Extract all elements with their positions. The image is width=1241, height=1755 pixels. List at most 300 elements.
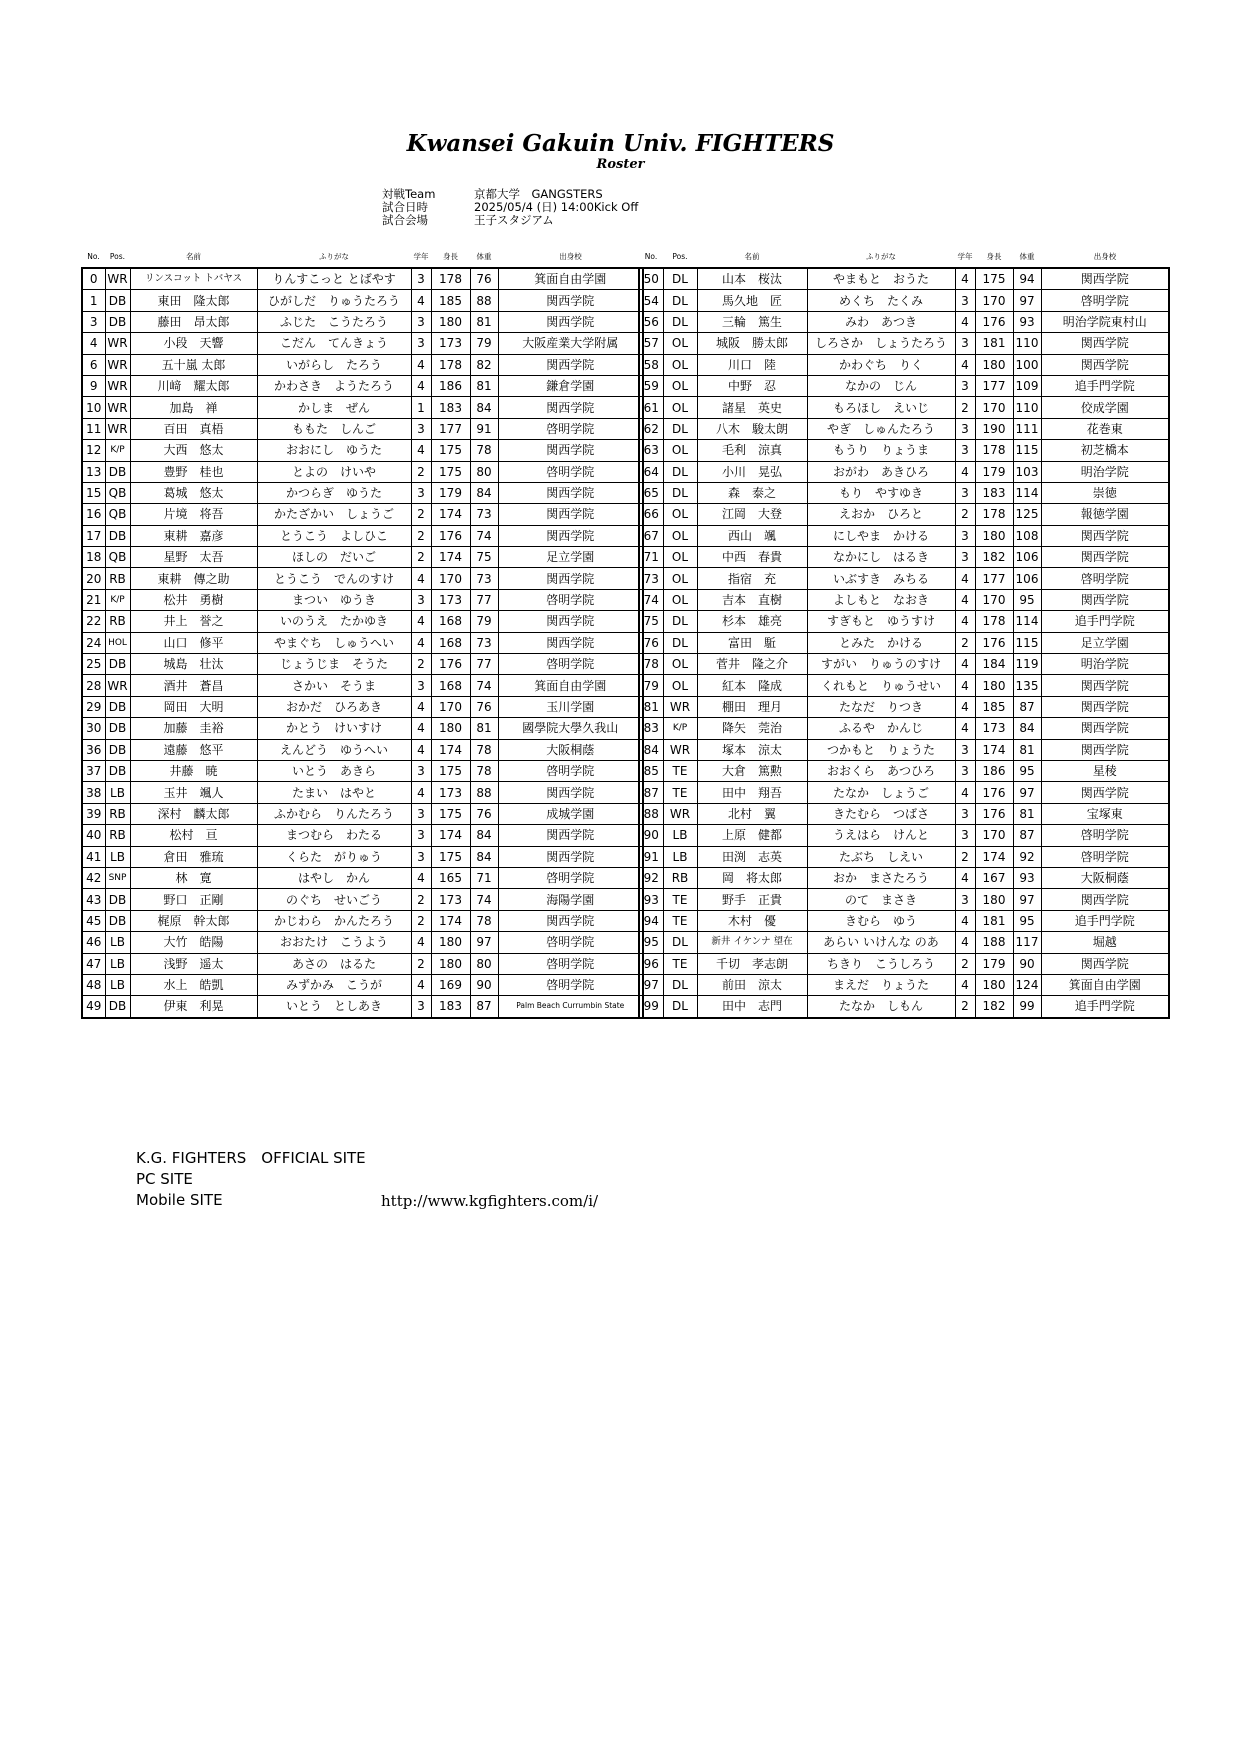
player-number: 71 bbox=[639, 547, 663, 568]
table-row bbox=[639, 996, 1169, 1018]
player-weight: 90 bbox=[1013, 953, 1041, 974]
player-school: 啓明学院 bbox=[498, 867, 643, 888]
table-row bbox=[82, 290, 643, 311]
player-position: RB bbox=[663, 867, 697, 888]
player-name: 酒井 蒼昌 bbox=[130, 675, 257, 696]
player-height: 180 bbox=[975, 675, 1013, 696]
player-furigana: いとう としあき bbox=[257, 996, 411, 1018]
table-row bbox=[82, 889, 643, 910]
player-weight: 95 bbox=[1013, 589, 1041, 610]
player-name: 千切 孝志朗 bbox=[697, 953, 807, 974]
player-furigana: ふるや かんじ bbox=[807, 718, 955, 739]
player-school: 関西学院 bbox=[498, 910, 643, 931]
player-year: 2 bbox=[411, 654, 431, 675]
player-furigana: やぎ しゅんたろう bbox=[807, 418, 955, 439]
info-value: 王子スタジアム bbox=[474, 213, 554, 227]
player-number: 99 bbox=[639, 996, 663, 1018]
player-year: 2 bbox=[411, 547, 431, 568]
table-row bbox=[639, 953, 1169, 974]
player-position: DL bbox=[663, 418, 697, 439]
player-furigana: たまい はやと bbox=[257, 782, 411, 803]
player-position: LB bbox=[105, 932, 130, 953]
player-position: DB bbox=[105, 461, 130, 482]
player-year: 4 bbox=[411, 782, 431, 803]
player-height: 180 bbox=[431, 718, 470, 739]
player-year: 4 bbox=[955, 718, 975, 739]
table-row bbox=[82, 953, 643, 974]
player-height: 182 bbox=[975, 996, 1013, 1018]
header-height: 身長 bbox=[986, 252, 1002, 261]
player-height: 175 bbox=[431, 760, 470, 781]
player-school: 宝塚東 bbox=[1041, 803, 1169, 824]
player-position: RB bbox=[105, 803, 130, 824]
player-number: 58 bbox=[639, 354, 663, 375]
player-weight: 124 bbox=[1013, 974, 1041, 995]
player-name: 川口 陸 bbox=[697, 354, 807, 375]
player-weight: 76 bbox=[470, 696, 498, 717]
player-school: 箕面自由学園 bbox=[498, 268, 643, 290]
header-year: 学年 bbox=[413, 252, 429, 261]
player-name: 玉井 颯人 bbox=[130, 782, 257, 803]
player-school: 関西学院 bbox=[498, 782, 643, 803]
player-number: 57 bbox=[639, 333, 663, 354]
table-row bbox=[82, 739, 643, 760]
header-weight: 体重 bbox=[1019, 252, 1035, 261]
player-height: 168 bbox=[431, 611, 470, 632]
player-height: 179 bbox=[975, 953, 1013, 974]
player-school: 追手門学院 bbox=[1041, 375, 1169, 396]
player-year: 2 bbox=[955, 504, 975, 525]
player-height: 174 bbox=[431, 504, 470, 525]
table-row bbox=[639, 611, 1169, 632]
player-furigana: なかの じん bbox=[807, 375, 955, 396]
player-height: 183 bbox=[431, 996, 470, 1018]
player-furigana: すぎもと ゆうすけ bbox=[807, 611, 955, 632]
player-weight: 115 bbox=[1013, 632, 1041, 653]
table-row bbox=[82, 397, 643, 418]
player-name: 五十嵐 太郎 bbox=[130, 354, 257, 375]
player-furigana: こだん てんきょう bbox=[257, 333, 411, 354]
player-position: QB bbox=[105, 547, 130, 568]
player-year: 3 bbox=[411, 589, 431, 610]
player-position: HOL bbox=[105, 632, 130, 653]
player-number: 95 bbox=[639, 932, 663, 953]
player-school: 足立学園 bbox=[498, 547, 643, 568]
player-name: 野口 正剛 bbox=[130, 889, 257, 910]
player-name: 降矢 莞治 bbox=[697, 718, 807, 739]
player-height: 176 bbox=[975, 632, 1013, 653]
player-furigana: とうこう でんのすけ bbox=[257, 568, 411, 589]
player-school: 大阪桐蔭 bbox=[1041, 867, 1169, 888]
player-year: 3 bbox=[955, 525, 975, 546]
player-furigana: もり やすゆき bbox=[807, 482, 955, 503]
player-furigana: りんすこっと とばやす bbox=[257, 268, 411, 290]
player-position: OL bbox=[663, 333, 697, 354]
table-row bbox=[82, 718, 643, 739]
player-weight: 87 bbox=[1013, 825, 1041, 846]
player-weight: 82 bbox=[470, 354, 498, 375]
player-name: 百田 真梧 bbox=[130, 418, 257, 439]
player-year: 3 bbox=[411, 418, 431, 439]
player-number: 18 bbox=[82, 547, 105, 568]
table-row bbox=[82, 440, 643, 461]
player-school: 啓明学院 bbox=[498, 418, 643, 439]
player-weight: 97 bbox=[1013, 290, 1041, 311]
player-name: 大竹 皓陽 bbox=[130, 932, 257, 953]
player-name: 馬久地 匠 bbox=[697, 290, 807, 311]
player-number: 9 bbox=[82, 375, 105, 396]
table-row bbox=[82, 547, 643, 568]
player-position: TE bbox=[663, 782, 697, 803]
player-furigana: まつい ゆうき bbox=[257, 589, 411, 610]
header-school: 出身校 bbox=[559, 252, 582, 261]
player-year: 3 bbox=[411, 803, 431, 824]
player-height: 180 bbox=[975, 354, 1013, 375]
player-year: 4 bbox=[955, 589, 975, 610]
player-year: 2 bbox=[411, 461, 431, 482]
player-position: WR bbox=[663, 739, 697, 760]
player-school: 関西学院 bbox=[1041, 739, 1169, 760]
player-weight: 93 bbox=[1013, 311, 1041, 332]
player-furigana: ふじた こうたろう bbox=[257, 311, 411, 332]
player-school: 関西学院 bbox=[1041, 547, 1169, 568]
page-title: Kwansei Gakuin Univ. FIGHTERS bbox=[406, 130, 835, 157]
player-height: 170 bbox=[431, 568, 470, 589]
table-row bbox=[82, 974, 643, 995]
player-height: 176 bbox=[975, 803, 1013, 824]
player-weight: 74 bbox=[470, 675, 498, 696]
player-number: 67 bbox=[639, 525, 663, 546]
player-year: 2 bbox=[411, 889, 431, 910]
player-furigana: のて まさき bbox=[807, 889, 955, 910]
player-year: 4 bbox=[411, 718, 431, 739]
player-weight: 74 bbox=[470, 889, 498, 910]
player-weight: 81 bbox=[470, 718, 498, 739]
player-height: 190 bbox=[975, 418, 1013, 439]
player-year: 4 bbox=[955, 568, 975, 589]
player-position: WR bbox=[105, 375, 130, 396]
player-number: 87 bbox=[639, 782, 663, 803]
player-weight: 84 bbox=[470, 482, 498, 503]
player-furigana: きむら ゆう bbox=[807, 910, 955, 931]
table-row bbox=[639, 846, 1169, 867]
player-school: 関西学院 bbox=[498, 611, 643, 632]
table-row bbox=[639, 589, 1169, 610]
table-row bbox=[82, 782, 643, 803]
player-furigana: めくち たくみ bbox=[807, 290, 955, 311]
info-label: 試合日時 bbox=[382, 200, 428, 214]
player-height: 168 bbox=[431, 675, 470, 696]
player-name: 田中 志門 bbox=[697, 996, 807, 1018]
player-weight: 135 bbox=[1013, 675, 1041, 696]
player-year: 2 bbox=[411, 525, 431, 546]
player-year: 2 bbox=[955, 846, 975, 867]
player-name: 諸星 英史 bbox=[697, 397, 807, 418]
player-number: 49 bbox=[82, 996, 105, 1018]
table-row bbox=[82, 654, 643, 675]
player-year: 3 bbox=[411, 846, 431, 867]
player-name: 中野 忍 bbox=[697, 375, 807, 396]
table-row bbox=[639, 782, 1169, 803]
player-school: 花巻東 bbox=[1041, 418, 1169, 439]
player-school: 関西学院 bbox=[498, 632, 643, 653]
roster-body-right bbox=[639, 268, 1169, 1018]
player-position: DL bbox=[663, 461, 697, 482]
footer-official-site: K.G. FIGHTERS OFFICIAL SITE bbox=[136, 1149, 366, 1167]
player-weight: 97 bbox=[470, 932, 498, 953]
player-weight: 93 bbox=[1013, 867, 1041, 888]
player-position: WR bbox=[105, 268, 130, 290]
player-year: 4 bbox=[411, 632, 431, 653]
player-year: 3 bbox=[955, 333, 975, 354]
player-name: 松村 亘 bbox=[130, 825, 257, 846]
header-row bbox=[639, 246, 1169, 268]
player-weight: 77 bbox=[470, 589, 498, 610]
player-weight: 117 bbox=[1013, 932, 1041, 953]
player-number: 29 bbox=[82, 696, 105, 717]
player-height: 174 bbox=[431, 739, 470, 760]
table-row bbox=[82, 504, 643, 525]
player-school: 関西学院 bbox=[498, 482, 643, 503]
player-school: 啓明学院 bbox=[498, 461, 643, 482]
player-position: K/P bbox=[663, 718, 697, 739]
player-weight: 97 bbox=[1013, 782, 1041, 803]
player-position: OL bbox=[663, 525, 697, 546]
player-number: 1 bbox=[82, 290, 105, 311]
player-name: 加藤 圭裕 bbox=[130, 718, 257, 739]
player-position: LB bbox=[105, 953, 130, 974]
player-number: 16 bbox=[82, 504, 105, 525]
player-number: 65 bbox=[639, 482, 663, 503]
header-school: 出身校 bbox=[1093, 252, 1117, 261]
player-furigana: みずかみ こうが bbox=[257, 974, 411, 995]
table-row bbox=[639, 867, 1169, 888]
player-name: 中西 春貴 bbox=[697, 547, 807, 568]
player-name: 田渕 志英 bbox=[697, 846, 807, 867]
player-name: 川﨑 耀太郎 bbox=[130, 375, 257, 396]
player-year: 4 bbox=[411, 354, 431, 375]
player-height: 177 bbox=[975, 568, 1013, 589]
player-school: 関西学院 bbox=[498, 440, 643, 461]
player-position: DL bbox=[663, 482, 697, 503]
player-furigana: いぶすき みちる bbox=[807, 568, 955, 589]
player-furigana: すがい りゅうのすけ bbox=[807, 654, 955, 675]
player-position: DB bbox=[105, 311, 130, 332]
player-position: DL bbox=[663, 632, 697, 653]
player-name: 松井 勇樹 bbox=[130, 589, 257, 610]
player-furigana: もろほし えいじ bbox=[807, 397, 955, 418]
player-furigana: かつらぎ ゆうた bbox=[257, 482, 411, 503]
player-height: 174 bbox=[431, 825, 470, 846]
player-number: 0 bbox=[82, 268, 105, 290]
player-weight: 80 bbox=[470, 461, 498, 482]
player-number: 92 bbox=[639, 867, 663, 888]
player-position: DB bbox=[105, 718, 130, 739]
player-weight: 110 bbox=[1013, 397, 1041, 418]
player-weight: 119 bbox=[1013, 654, 1041, 675]
player-year: 4 bbox=[411, 932, 431, 953]
table-row bbox=[639, 696, 1169, 717]
player-number: 22 bbox=[82, 611, 105, 632]
player-school: 関西学院 bbox=[498, 525, 643, 546]
player-weight: 74 bbox=[470, 525, 498, 546]
player-name: 城阪 勝太郎 bbox=[697, 333, 807, 354]
player-height: 174 bbox=[431, 547, 470, 568]
player-position: LB bbox=[105, 782, 130, 803]
player-position: DL bbox=[663, 932, 697, 953]
player-position: OL bbox=[663, 354, 697, 375]
player-weight: 100 bbox=[1013, 354, 1041, 375]
player-height: 176 bbox=[431, 654, 470, 675]
player-height: 185 bbox=[975, 696, 1013, 717]
footer-pc-site: PC SITE bbox=[136, 1170, 193, 1188]
player-number: 43 bbox=[82, 889, 105, 910]
table-row bbox=[639, 290, 1169, 311]
player-position: DL bbox=[663, 996, 697, 1018]
player-name: 東田 隆太郎 bbox=[130, 290, 257, 311]
player-year: 2 bbox=[955, 397, 975, 418]
player-position: OL bbox=[663, 547, 697, 568]
player-name: 倉田 雅琉 bbox=[130, 846, 257, 867]
player-school: 関西学院 bbox=[498, 290, 643, 311]
player-school: 明治学院 bbox=[1041, 654, 1169, 675]
player-school: 啓明学院 bbox=[1041, 568, 1169, 589]
player-school: 啓明学院 bbox=[1041, 846, 1169, 867]
player-weight: 109 bbox=[1013, 375, 1041, 396]
player-furigana: おがわ あきひろ bbox=[807, 461, 955, 482]
player-number: 30 bbox=[82, 718, 105, 739]
player-school: 玉川学園 bbox=[498, 696, 643, 717]
player-number: 50 bbox=[639, 268, 663, 290]
player-furigana: かじわら かんたろう bbox=[257, 910, 411, 931]
player-weight: 76 bbox=[470, 803, 498, 824]
player-weight: 77 bbox=[470, 654, 498, 675]
player-name: 藤田 昂太郎 bbox=[130, 311, 257, 332]
player-weight: 80 bbox=[470, 953, 498, 974]
player-position: DL bbox=[663, 268, 697, 290]
player-name: 菅井 隆之介 bbox=[697, 654, 807, 675]
player-height: 173 bbox=[431, 333, 470, 354]
table-row bbox=[82, 760, 643, 781]
player-name: 前田 涼太 bbox=[697, 974, 807, 995]
player-height: 173 bbox=[431, 589, 470, 610]
player-position: DL bbox=[663, 311, 697, 332]
header-furigana: ふりがな bbox=[319, 252, 349, 261]
player-height: 175 bbox=[431, 440, 470, 461]
player-height: 184 bbox=[975, 654, 1013, 675]
player-school: 堀越 bbox=[1041, 932, 1169, 953]
player-weight: 73 bbox=[470, 568, 498, 589]
table-row bbox=[639, 654, 1169, 675]
player-number: 13 bbox=[82, 461, 105, 482]
player-position: WR bbox=[105, 675, 130, 696]
player-name: 塚本 涼太 bbox=[697, 739, 807, 760]
player-school: 大阪産業大学附属 bbox=[498, 333, 643, 354]
player-number: 88 bbox=[639, 803, 663, 824]
player-name: 葛城 悠太 bbox=[130, 482, 257, 503]
player-position: DB bbox=[105, 654, 130, 675]
player-weight: 87 bbox=[470, 996, 498, 1018]
player-school: 関西学院 bbox=[498, 504, 643, 525]
player-year: 3 bbox=[955, 803, 975, 824]
player-number: 61 bbox=[639, 397, 663, 418]
header-furigana: ふりがな bbox=[866, 252, 896, 261]
player-number: 62 bbox=[639, 418, 663, 439]
player-weight: 97 bbox=[1013, 889, 1041, 910]
info-label: 対戦Team bbox=[382, 187, 436, 201]
player-furigana: ひがしだ りゅうたろう bbox=[257, 290, 411, 311]
player-name: 紅本 隆成 bbox=[697, 675, 807, 696]
player-year: 3 bbox=[411, 311, 431, 332]
player-number: 85 bbox=[639, 760, 663, 781]
header-height: 身長 bbox=[443, 252, 458, 261]
player-number: 38 bbox=[82, 782, 105, 803]
player-school: Palm Beach Currumbin State bbox=[498, 996, 643, 1018]
player-furigana: もうり りょうま bbox=[807, 440, 955, 461]
player-position: DB bbox=[105, 739, 130, 760]
player-number: 25 bbox=[82, 654, 105, 675]
player-height: 186 bbox=[431, 375, 470, 396]
player-height: 167 bbox=[975, 867, 1013, 888]
player-furigana: かしま ぜん bbox=[257, 397, 411, 418]
player-height: 170 bbox=[975, 825, 1013, 846]
player-weight: 78 bbox=[470, 910, 498, 931]
player-height: 185 bbox=[431, 290, 470, 311]
player-weight: 99 bbox=[1013, 996, 1041, 1018]
player-furigana: まつむら わたる bbox=[257, 825, 411, 846]
player-number: 56 bbox=[639, 311, 663, 332]
player-number: 45 bbox=[82, 910, 105, 931]
player-weight: 81 bbox=[1013, 803, 1041, 824]
player-year: 3 bbox=[411, 675, 431, 696]
player-position: RB bbox=[105, 825, 130, 846]
player-height: 170 bbox=[975, 589, 1013, 610]
player-weight: 73 bbox=[470, 632, 498, 653]
table-row bbox=[82, 268, 643, 290]
player-year: 4 bbox=[411, 375, 431, 396]
player-school: 関西学院 bbox=[1041, 696, 1169, 717]
player-position: OL bbox=[663, 397, 697, 418]
player-school: 海陽学園 bbox=[498, 889, 643, 910]
player-number: 84 bbox=[639, 739, 663, 760]
header-pos: Pos. bbox=[109, 252, 126, 261]
player-year: 3 bbox=[955, 547, 975, 568]
player-number: 40 bbox=[82, 825, 105, 846]
player-position: DL bbox=[663, 290, 697, 311]
mobile-site-link[interactable]: http://www.kgfighters.com/i/ bbox=[381, 1192, 599, 1210]
player-height: 174 bbox=[431, 910, 470, 931]
player-height: 178 bbox=[431, 268, 470, 290]
player-year: 4 bbox=[955, 654, 975, 675]
player-name: 北村 翼 bbox=[697, 803, 807, 824]
player-number: 91 bbox=[639, 846, 663, 867]
player-height: 176 bbox=[431, 525, 470, 546]
player-school: 成城学園 bbox=[498, 803, 643, 824]
player-weight: 78 bbox=[470, 739, 498, 760]
roster-body-left bbox=[82, 268, 643, 1018]
table-row bbox=[639, 910, 1169, 931]
player-name: 井藤 暁 bbox=[130, 760, 257, 781]
player-number: 15 bbox=[82, 482, 105, 503]
player-number: 96 bbox=[639, 953, 663, 974]
player-position: WR bbox=[105, 354, 130, 375]
header-pos: Pos. bbox=[672, 252, 688, 261]
player-name: 小段 天響 bbox=[130, 333, 257, 354]
player-name: 片境 将吾 bbox=[130, 504, 257, 525]
player-school: 関西学院 bbox=[498, 568, 643, 589]
player-weight: 91 bbox=[470, 418, 498, 439]
player-school: 追手門学院 bbox=[1041, 996, 1169, 1018]
